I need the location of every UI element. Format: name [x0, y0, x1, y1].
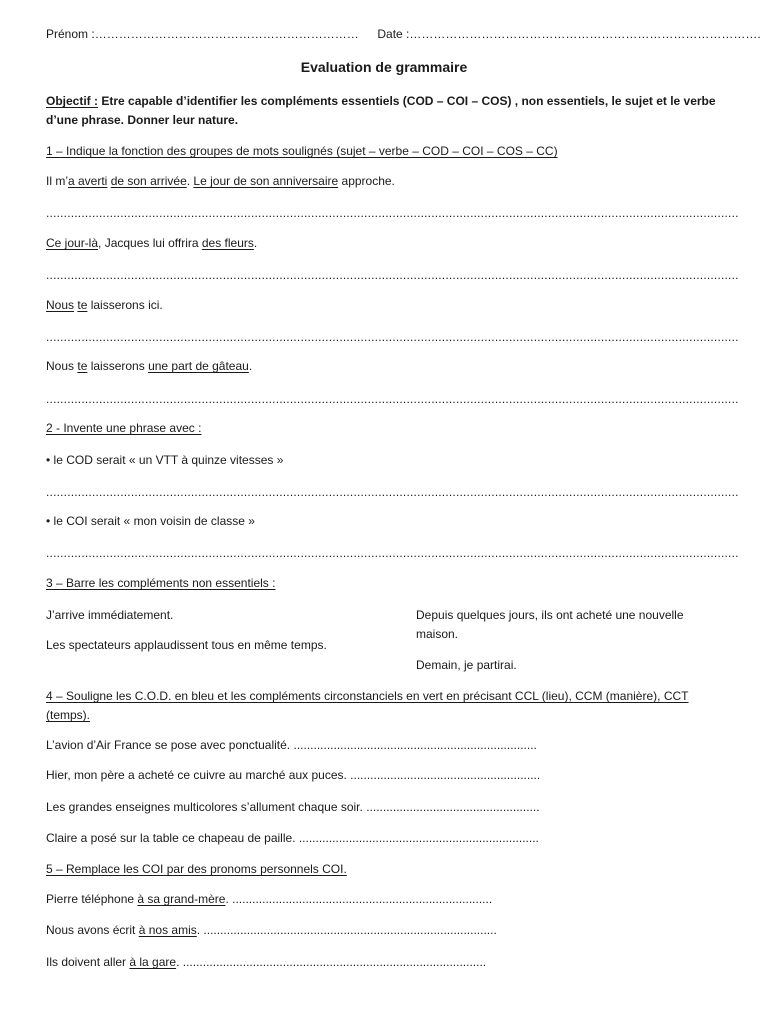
objectif-paragraph	[46, 92, 736, 130]
section5-sentence: Ils doivent aller à la gare. ...........................................................................................	[46, 955, 487, 969]
section3-sentence: Depuis quelques jours, ils ont acheté une nouvelle maison.	[416, 608, 684, 641]
section1-sentence-4: Nous te laisserons une part de gâteau.	[46, 359, 253, 373]
date-label: Date :	[377, 27, 410, 41]
answer-line[interactable]: ....................................................................................................................................................................................................	[46, 268, 739, 282]
header-line	[46, 27, 761, 42]
section2-item-1: • le COD serait « un VTT à quinze vitesses »	[46, 453, 284, 467]
section4-sentence: Claire a posé sur la table ce chapeau de paille. ........................................................................	[46, 831, 539, 845]
section1-sentence-1: Il m’a averti de son arrivée. Le jour de son anniversaire approche.	[46, 174, 395, 188]
answer-line[interactable]: ........................................................................	[295, 831, 539, 845]
section4-sentence: L’avion d’Air France se pose avec ponctualité. .........................................................................	[46, 738, 537, 752]
objectif-text: Etre capable d’identifier les compléments essentiels (COD – COI – COS) , non essentiels, le sujet et le verbe d’une phrase. Donner leur nature.	[46, 94, 716, 127]
answer-line[interactable]: ....................................................................................................................................................................................................	[46, 330, 739, 344]
answer-line[interactable]: ....................................................................................................................................................................................................	[46, 485, 739, 499]
section4-sentence: Hier, mon père a acheté ce cuivre au marché aux puces. .........................................................	[46, 768, 541, 782]
answer-line[interactable]: ....................................................................................................................................................................................................	[46, 546, 739, 560]
section2-heading: 2 - Invente une phrase avec :	[46, 421, 202, 435]
answer-line[interactable]: . ..............................................................................	[225, 892, 493, 906]
section3-sentence: J’arrive immédiatement.	[46, 608, 174, 622]
section3-sentence: Les spectateurs applaudissent tous en même temps.	[46, 638, 327, 652]
answer-line[interactable]: . ...........................................................................................	[176, 955, 487, 969]
answer-line[interactable]: .........................................................................	[290, 738, 537, 752]
section3-heading: 3 – Barre les compléments non essentiels :	[46, 576, 276, 590]
section5-sentence: Nous avons écrit à nos amis. ........................................................................................	[46, 923, 497, 937]
section4-heading: 4 – Souligne les C.O.D. en bleu et les compléments circonstanciels en vert en précisant CCL (lieu), CCM (manière), CCT (temps).	[46, 689, 689, 722]
section1-heading: 1 – Indique la fonction des groupes de mots soulignés (sujet – verbe – COD – COI – COS – CC)	[46, 144, 558, 158]
objectif-label: Objectif :	[46, 94, 99, 108]
section2-item-2: • le COI serait « mon voisin de classe »	[46, 514, 255, 528]
date-field: …………………………………………………………………………….	[409, 27, 761, 41]
answer-line[interactable]: ....................................................................................................................................................................................................	[46, 206, 739, 220]
section5-sentence: Pierre téléphone à sa grand-mère. ..............................................................................	[46, 892, 493, 906]
answer-line[interactable]: ....................................................................................................................................................................................................	[46, 392, 739, 406]
answer-line[interactable]: .........................................................	[346, 768, 541, 782]
answer-line[interactable]: ....................................................	[362, 800, 540, 814]
prenom-label: Prénom :	[46, 27, 95, 41]
section1-sentence-3: Nous te laisserons ici.	[46, 298, 163, 312]
section3-sentence: Demain, je partirai.	[416, 658, 517, 672]
section1-sentence-2: Ce jour-là, Jacques lui offrira des fleurs.	[46, 236, 258, 250]
section5-heading: 5 – Remplace les COI par des pronoms personnels COI.	[46, 862, 347, 876]
page-title: Evaluation de grammaire	[300, 59, 468, 75]
section4-sentence: Les grandes enseignes multicolores s’allument chaque soir. ....................................................	[46, 800, 540, 814]
prenom-field: …………………………………………………………	[94, 27, 359, 41]
answer-line[interactable]: . ........................................................................................	[196, 923, 497, 937]
